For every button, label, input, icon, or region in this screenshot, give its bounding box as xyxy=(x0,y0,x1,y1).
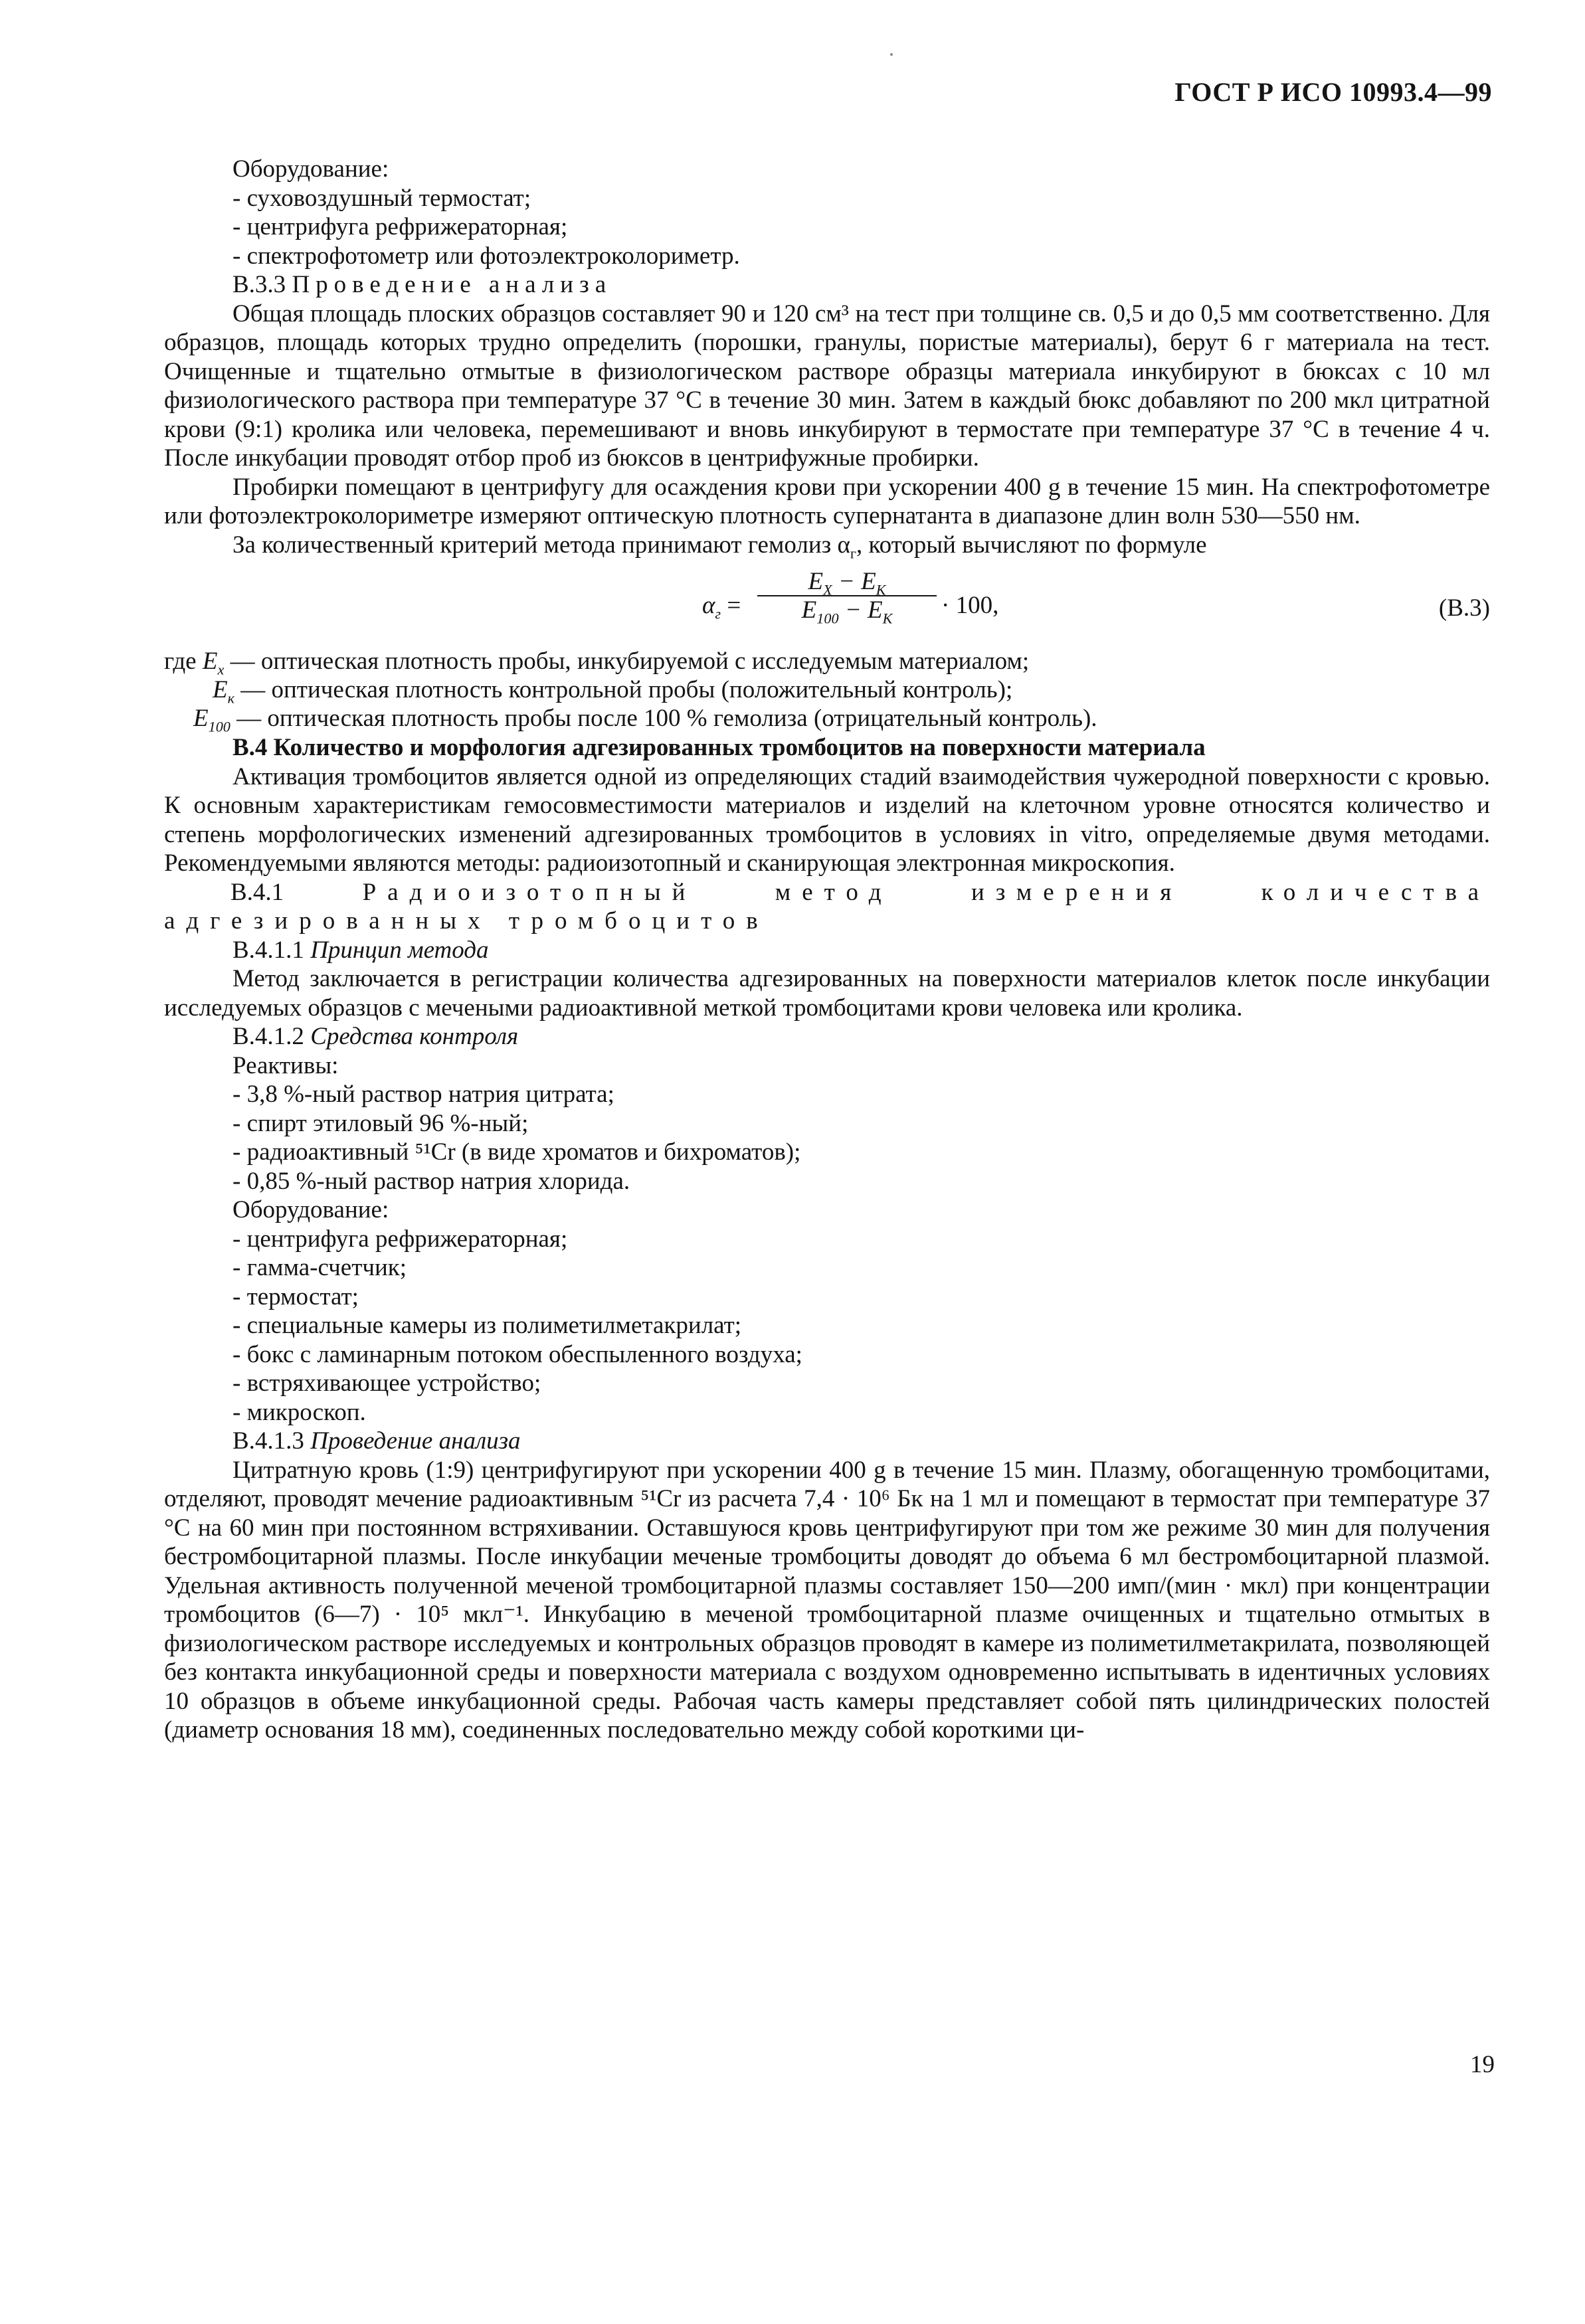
scan-speck xyxy=(890,53,893,56)
list-item: - специальные камеры из полиметилметакрилат; xyxy=(233,1312,742,1339)
standard-header: ГОСТ Р ИСО 10993.4—99 xyxy=(1174,77,1492,107)
list-item: - гамма-счетчик; xyxy=(233,1254,407,1281)
paragraph: За количественный критерий метода принимают гемолиз $\alpha_г$, который вычисляют по формуле xyxy=(233,531,1207,561)
list-item: - центрифуга рефрижераторная; xyxy=(233,1225,568,1253)
paragraph: Метод заключается в регистрации количества адгезированных на поверхности материалов клеток после инкубации исследуемых образцов с мечеными радиоактивной меткой тромбоцитами крови человека или кролика. xyxy=(164,965,1490,1022)
list-item: - встряхивающее устройство; xyxy=(233,1370,541,1397)
section-heading-b411: В.4.1.1 Принцип метода xyxy=(233,936,489,964)
paragraph: Цитратную кровь (1:9) центрифугируют при ускорении 400 g в течение 15 мин. Плазму, обогащенную тромбоцитами, отделяют, проводят мечение радиоактивным ⁵¹Cr из расчета 7,4 · 10⁶ Бк на 1 мл и помещают в термостат при температуре 37 °С на 60 мин при постоянном встряхивании. Оставшуюся кровь центрифугируют при том же режиме 30 мин для получения бестромбоцитарной плазмы. После инкубации меченые тромбоциты доводят до объема 6 мл бестромбоцитарной плазмой. Удельная активность полученной меченой тромбоцитарной плазмы составляет 150—200 имп/(мин · мкл) при концентрации тромбоцитов (6—7) · 10⁵ мкл⁻¹. Инкубацию в меченой тромбоцитарной плазме очищенных и тщательно отмытых в физиологическом растворе исследуемых и контрольных образцов проводят в камере из полиметилметакрилата, позволяющей без контакта инкубационной среды и поверхности материала с воздухом одновременно испытывать в идентичных условиях 10 образцов в объеме инкубационной среды. Рабочая часть камеры представляет собой пять цилиндрических полостей (диаметр основания 18 мм), соединенных последовательно между собой короткими ци- xyxy=(164,1456,1490,1743)
reagents-list xyxy=(164,1051,1490,1196)
page-body xyxy=(164,155,1490,1745)
formula-fraction xyxy=(757,568,937,627)
where-row: $E_{100}$ — оптическая плотность пробы после 100 % гемолиза (отрицательный контроль). xyxy=(193,705,1097,735)
equipment-title: Оборудование: xyxy=(233,155,389,183)
equipment-list-1 xyxy=(164,155,1490,270)
where-block xyxy=(164,647,1490,733)
equipment-title: Оборудование: xyxy=(233,1196,389,1223)
section-heading-b41: В.4.1 Радиоизотопный метод измерения количества адгезированных тромбоцитов xyxy=(164,878,1491,935)
formula-number: (В.3) xyxy=(1438,594,1490,622)
where-row: $E_к$ — оптическая плотность контрольной пробы (положительный контроль); xyxy=(213,676,1013,707)
list-item: - спектрофотометр или фотоэлектроколориметр. xyxy=(233,242,740,270)
list-item: - бокс с ламинарным потоком обеспыленного воздуха; xyxy=(233,1340,802,1368)
section-heading-b33: В.3.3 Проведение анализа xyxy=(233,271,612,298)
list-item: - суховоздушный термостат; xyxy=(233,184,531,212)
page-number: 19 xyxy=(1470,2051,1495,2078)
list-item: - 0,85 %-ный раствор натрия хлорида. xyxy=(233,1167,630,1195)
list-item: - радиоактивный ⁵¹Cr (в виде хроматов и бихроматов); xyxy=(233,1138,801,1166)
formula-lhs: $\alpha_г$ = xyxy=(702,592,741,622)
list-item: - спирт этиловый 96 %-ный; xyxy=(233,1109,529,1137)
paragraph: Активация тромбоцитов является одной из определяющих стадий взаимодействия чужеродной поверхности с кровью. К основным характеристикам гемосовместимости материалов и изделий на клеточном уровне относятся количество и степень морфологических изменений адгезированных тромбоцитов в условиях in vitro, определяемые двумя методами. Рекомендуемыми являются методы: радиоизотопный и сканирующая электронная микроскопия. xyxy=(164,762,1490,877)
formula-denominator: $E_{100} - E_К$ xyxy=(801,596,893,627)
formula-numerator: $E_X - E_К$ xyxy=(757,569,937,596)
section-heading-b413: В.4.1.3 Проведение анализа xyxy=(233,1427,521,1455)
reagents-title: Реактивы: xyxy=(233,1051,339,1079)
list-item: - центрифуга рефрижераторная; xyxy=(233,213,568,240)
where-row: где $E_x$ — оптическая плотность пробы, инкубируемой с исследуемым материалом; xyxy=(164,648,1030,678)
list-item: - 3,8 %-ный раствор натрия цитрата; xyxy=(233,1081,614,1108)
paragraph: Общая площадь плоских образцов составляет 90 и 120 см³ на тест при толщине св. 0,5 и до 0,5 мм соответственно. Для образцов, площадь которых трудно определить (порошки, гранулы, пористые материалы), берут 6 г материала на тест. Очищенные и тщательно отмытые в физиологическом растворе образцы материала инкубируют в бюксах с 10 мл физиологического раствора при температуре 37 °С в течение 30 мин. Затем в каждый бюкс добавляют по 200 мкл цитратной крови (9:1) кролика или человека, перемешивают и вновь инкубируют в термостате при температуре 37 °С в течение 4 ч. После инкубации проводят отбор проб из бюксов в центрифужные пробирки. xyxy=(164,300,1490,472)
list-item: - микроскоп. xyxy=(233,1398,366,1426)
list-item: - термостат; xyxy=(233,1283,359,1310)
equipment-list-2 xyxy=(164,1196,1490,1427)
section-heading-b412: В.4.1.2 Средства контроля xyxy=(233,1023,519,1050)
section-heading-b4: В.4 Количество и морфология адгезированных тромбоцитов на поверхности материала xyxy=(233,734,1206,761)
formula-tail: · 100, xyxy=(941,592,999,619)
formula-b3 xyxy=(164,559,1490,647)
paragraph: Пробирки помещают в центрифугу для осаждения крови при ускорении 400 g в течение 15 мин. На спектрофотометре или фотоэлектроколориметре измеряют оптическую плотность супернатанта в диапазоне длин волн 530—550 нм. xyxy=(164,473,1490,529)
